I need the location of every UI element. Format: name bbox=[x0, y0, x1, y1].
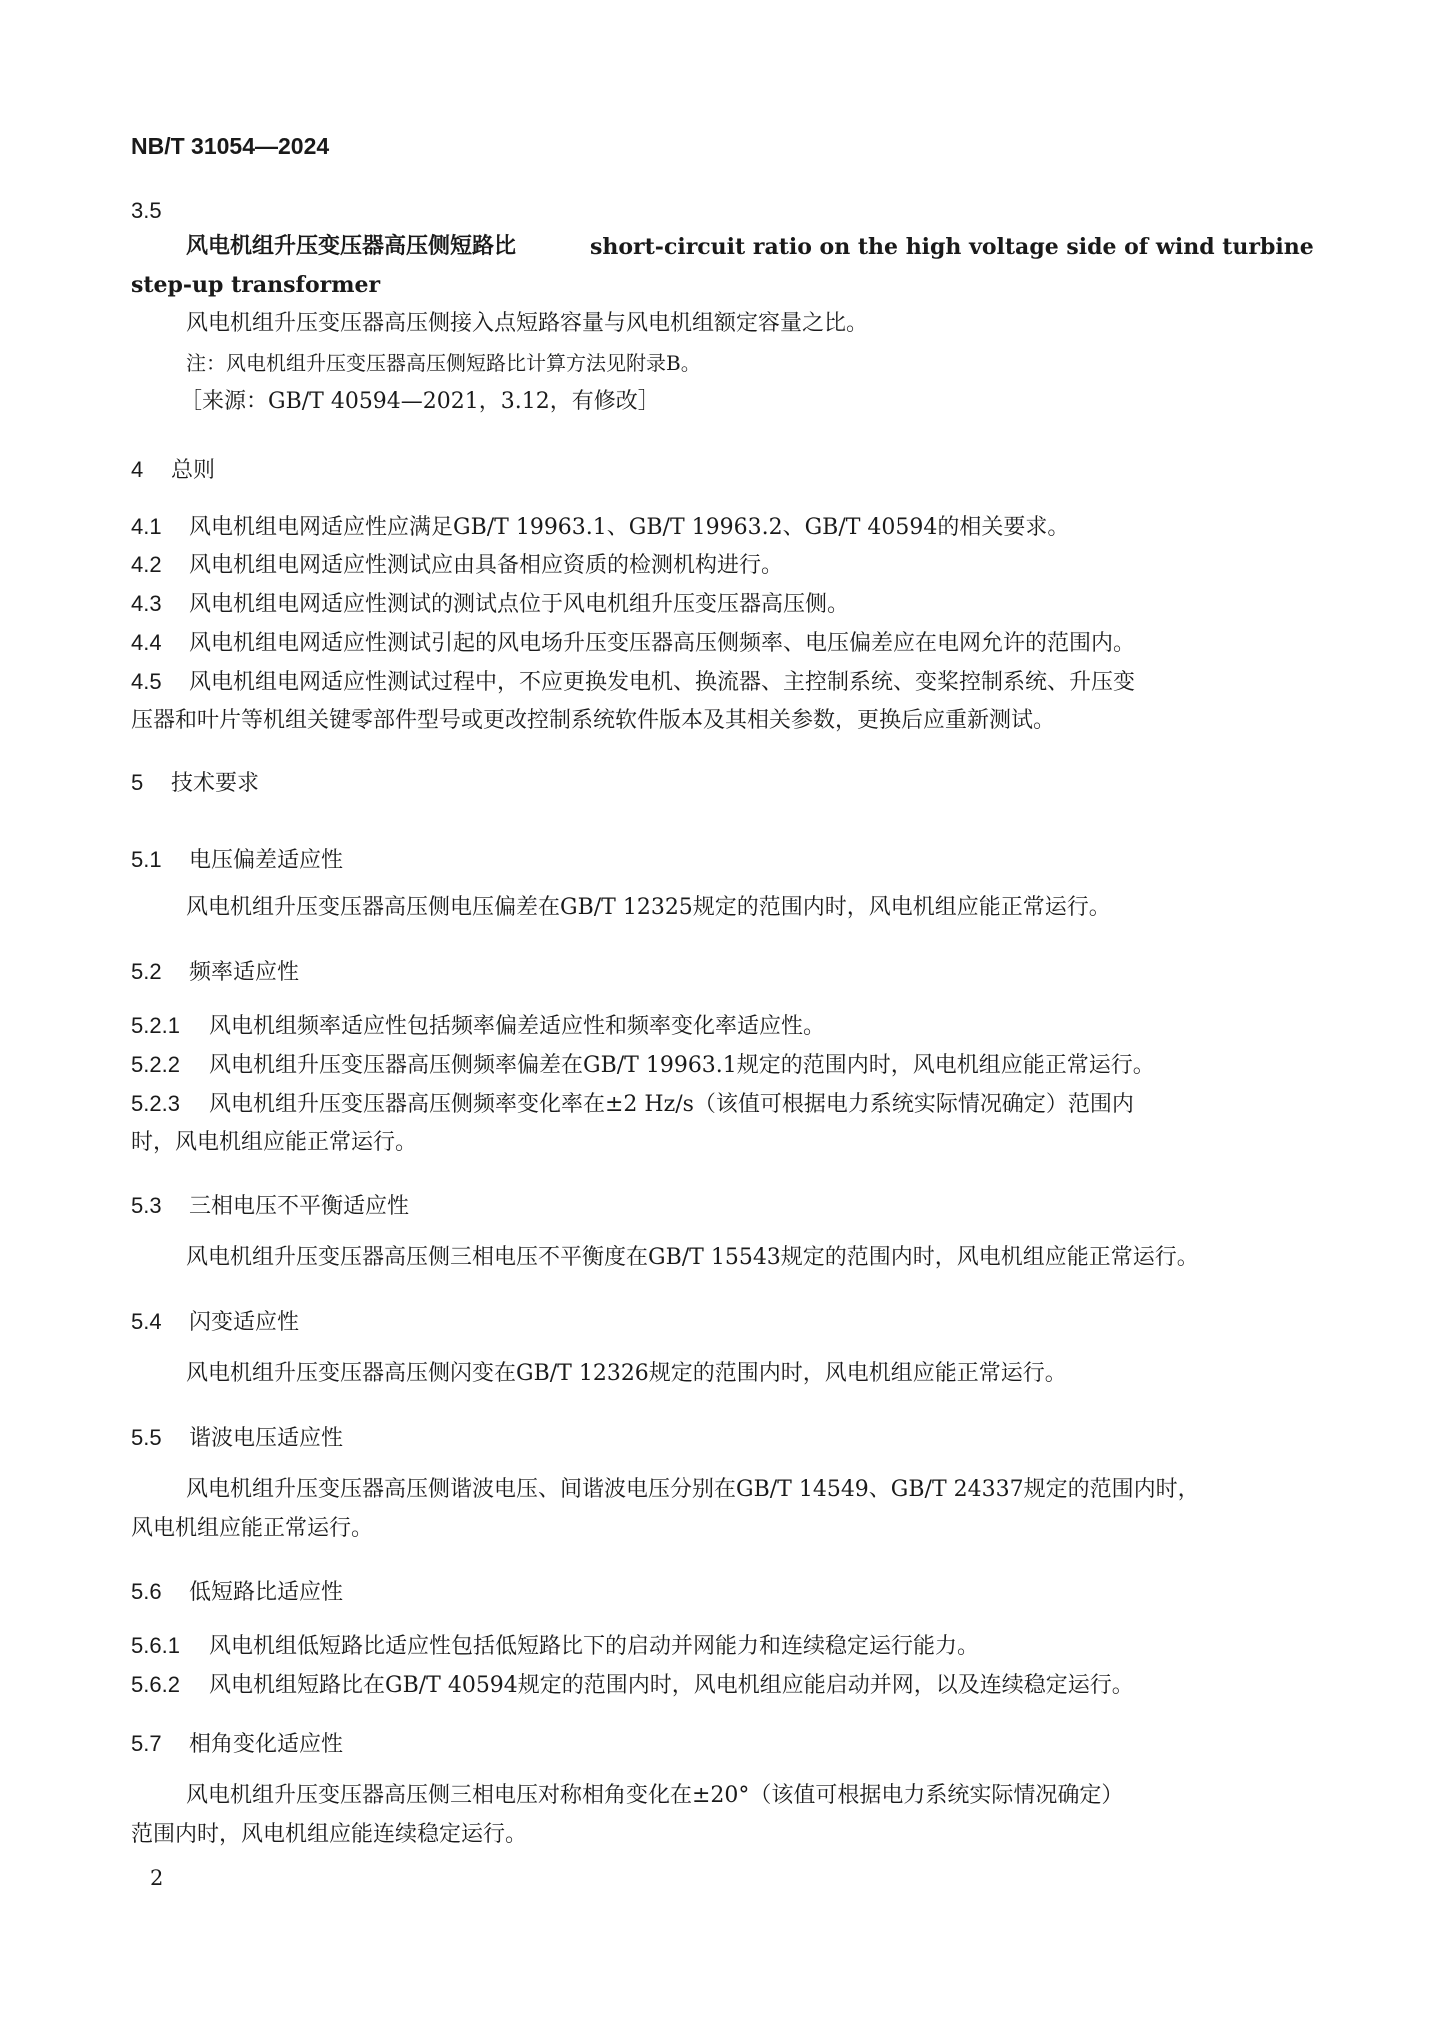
subsection-title: 谐波电压适应性 bbox=[189, 1426, 344, 1451]
subsection-title: 闪变适应性 bbox=[189, 1310, 300, 1335]
subsection-5-3-text: 风电机组升压变压器高压侧三相电压不平衡度在GB/T 15543规定的范围内时，风电机组应能正常运行。 bbox=[186, 1245, 1199, 1270]
clause-number: 5.2.2 bbox=[131, 1052, 180, 1077]
clause-5-6-1 bbox=[131, 1631, 979, 1662]
clause-5-6-2 bbox=[131, 1670, 1134, 1701]
term-title-cn: 风电机组升压变压器高压侧短路比 bbox=[186, 234, 517, 259]
term-title-en-cont: step-up transformer bbox=[131, 272, 381, 298]
clause-text: 风电机组短路比在GB/T 40594规定的范围内时，风电机组应能启动并网，以及连续稳定运行。 bbox=[209, 1673, 1134, 1698]
subsection-5-4-text: 风电机组升压变压器高压侧闪变在GB/T 12326规定的范围内时，风电机组应能正常运行。 bbox=[186, 1361, 1067, 1386]
clause-5-2-1 bbox=[131, 1011, 825, 1042]
clause-4-5 bbox=[131, 667, 1135, 698]
clause-number: 5.6.1 bbox=[131, 1633, 180, 1658]
subsection-5-7-heading bbox=[131, 1727, 343, 1758]
section-number: 4 bbox=[131, 457, 144, 482]
clause-text: 风电机组电网适应性测试的测试点位于风电机组升压变压器高压侧。 bbox=[189, 592, 850, 617]
term-number: 3.5 bbox=[131, 198, 162, 223]
clause-text: 风电机组升压变压器高压侧频率变化率在±2 Hz/s（该值可根据电力系统实际情况确定）范围内 bbox=[209, 1092, 1134, 1117]
clause-number: 4.2 bbox=[131, 552, 162, 577]
clause-4-4 bbox=[131, 628, 1135, 659]
clause-text: 风电机组频率适应性包括频率偏差适应性和频率变化率适应性。 bbox=[209, 1014, 826, 1039]
subsection-5-7-text-cont: 范围内时，风电机组应能连续稳定运行。 bbox=[131, 1822, 528, 1847]
subsection-5-7-text: 风电机组升压变压器高压侧三相电压对称相角变化在±20°（该值可根据电力系统实际情况确定） bbox=[186, 1783, 1124, 1808]
subsection-5-5-text-cont: 风电机组应能正常运行。 bbox=[131, 1516, 374, 1541]
subsection-title: 低短路比适应性 bbox=[189, 1580, 344, 1605]
clause-text: 风电机组低短路比适应性包括低短路比下的启动并网能力和连续稳定运行能力。 bbox=[209, 1634, 980, 1659]
clause-text: 风电机组电网适应性测试引起的风电场升压变压器高压侧频率、电压偏差应在电网允许的范围内。 bbox=[189, 631, 1136, 656]
section-4-heading bbox=[131, 453, 215, 484]
subsection-number: 5.4 bbox=[131, 1309, 162, 1334]
term-definition: 风电机组升压变压器高压侧接入点短路容量与风电机组额定容量之比。 bbox=[186, 311, 869, 336]
clause-5-2-2 bbox=[131, 1050, 1155, 1081]
section-number: 5 bbox=[131, 770, 144, 795]
clause-number: 4.3 bbox=[131, 591, 162, 616]
clause-number: 5.2.3 bbox=[131, 1091, 180, 1116]
subsection-number: 5.7 bbox=[131, 1731, 162, 1756]
subsection-5-1-text: 风电机组升压变压器高压侧电压偏差在GB/T 12325规定的范围内时，风电机组应能正常运行。 bbox=[186, 895, 1111, 920]
term-note: 注：风电机组升压变压器高压侧短路比计算方法见附录B。 bbox=[186, 351, 701, 375]
clause-text: 风电机组电网适应性应满足GB/T 19963.1、GB/T 19963.2、GB/T 40594的相关要求。 bbox=[189, 515, 1070, 540]
subsection-number: 5.3 bbox=[131, 1193, 162, 1218]
clause-text: 风电机组电网适应性测试过程中，不应更换发电机、换流器、主控制系统、变桨控制系统、升压变 bbox=[189, 670, 1136, 695]
clause-4-5-cont: 压器和叶片等机组关键零部件型号或更改控制系统软件版本及其相关参数，更换后应重新测试。 bbox=[131, 708, 1056, 733]
clause-4-3 bbox=[131, 589, 849, 620]
section-title: 技术要求 bbox=[171, 770, 260, 795]
clause-number: 5.6.2 bbox=[131, 1672, 180, 1697]
subsection-title: 相角变化适应性 bbox=[189, 1732, 344, 1757]
subsection-5-5-heading bbox=[131, 1421, 343, 1452]
clause-5-2-3-cont: 时，风电机组应能正常运行。 bbox=[131, 1130, 418, 1155]
section-title: 总则 bbox=[171, 457, 216, 482]
subsection-5-5-text: 风电机组升压变压器高压侧谐波电压、间谐波电压分别在GB/T 14549、GB/T 24337规定的范围内时， bbox=[186, 1477, 1200, 1502]
page-number: 2 bbox=[150, 1866, 164, 1890]
clause-number: 4.5 bbox=[131, 669, 162, 694]
subsection-number: 5.6 bbox=[131, 1579, 162, 1604]
subsection-5-2-heading bbox=[131, 955, 299, 986]
subsection-number: 5.2 bbox=[131, 959, 162, 984]
term-title-en: short-circuit ratio on the high voltage side of wind turbine bbox=[590, 234, 1314, 260]
term-source: ［来源：GB/T 40594—2021，3.12，有修改］ bbox=[180, 389, 660, 414]
clause-text: 风电机组升压变压器高压侧频率偏差在GB/T 19963.1规定的范围内时，风电机组应能正常运行。 bbox=[209, 1053, 1155, 1078]
clause-5-2-3 bbox=[131, 1089, 1134, 1120]
clause-4-2 bbox=[131, 550, 783, 581]
subsection-title: 频率适应性 bbox=[189, 960, 300, 985]
subsection-title: 三相电压不平衡适应性 bbox=[189, 1194, 410, 1219]
clause-text: 风电机组电网适应性测试应由具备相应资质的检测机构进行。 bbox=[189, 553, 784, 578]
subsection-5-4-heading bbox=[131, 1305, 299, 1336]
subsection-number: 5.5 bbox=[131, 1425, 162, 1450]
clause-number: 5.2.1 bbox=[131, 1013, 180, 1038]
subsection-title: 电压偏差适应性 bbox=[189, 848, 344, 873]
clause-number: 4.1 bbox=[131, 514, 162, 539]
subsection-5-1-heading bbox=[131, 843, 343, 874]
clause-4-1 bbox=[131, 512, 1069, 543]
standard-number-header: NB/T 31054—2024 bbox=[131, 133, 330, 159]
subsection-number: 5.1 bbox=[131, 847, 162, 872]
subsection-5-6-heading bbox=[131, 1575, 343, 1606]
section-5-heading bbox=[131, 766, 259, 797]
subsection-5-3-heading bbox=[131, 1189, 409, 1220]
clause-number: 4.4 bbox=[131, 630, 162, 655]
